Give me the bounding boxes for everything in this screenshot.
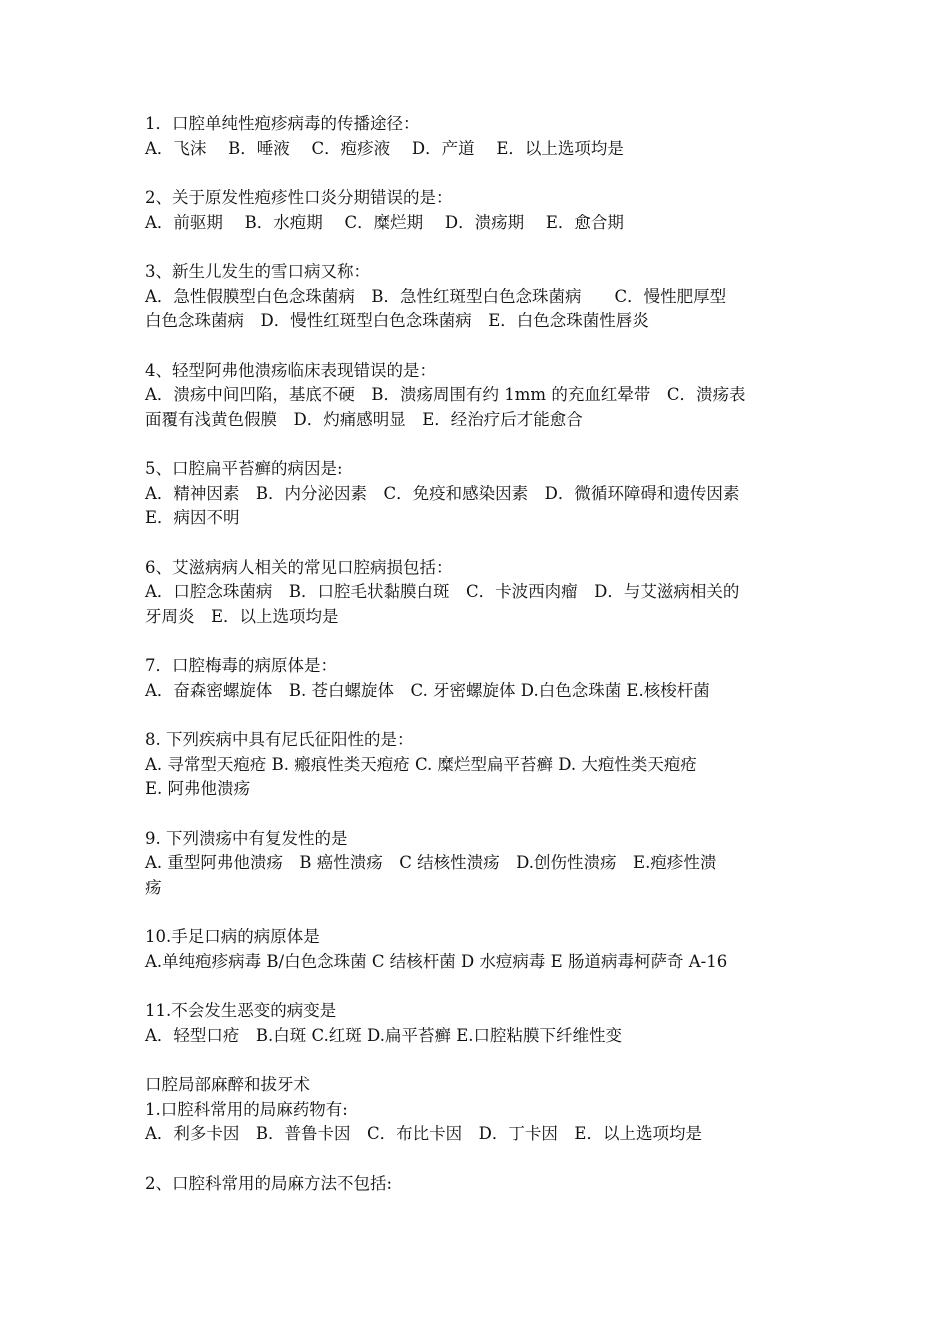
question-8 — [145, 728, 815, 802]
question-options: A．精神因素 B．内分泌因素 C．免疫和感染因素 D．微循环障碍和遗传因素 — [145, 483, 740, 503]
section-question-2 — [145, 1172, 815, 1197]
question-options: A．前驱期 B．水疱期 C．糜烂期 D．溃疡期 E．愈合期 — [145, 212, 624, 232]
question-title: 9. 下列溃疡中有复发性的是 — [145, 828, 348, 848]
question-options: A. 重型阿弗他溃疡 B 癌性溃疡 C 结核性溃疡 D.创伤性溃疡 E.疱疹性溃 — [145, 853, 717, 872]
question-options: 白色念珠菌病 D．慢性红斑型白色念珠菌病 E．白色念珠菌性唇炎 — [145, 311, 649, 330]
question-options: A．溃疡中间凹陷，基底不硬 B．溃疡周围有约 1mm 的充血红晕带 C．溃疡表 — [145, 385, 746, 404]
question-6 — [145, 556, 815, 630]
question-title: 1.口腔科常用的局麻药物有: — [145, 1099, 348, 1119]
question-options: A. 寻常型天疱疮 B. 瘢痕性类天疱疮 C. 糜烂型扁平苔癣 D. 大疱性类天疱疮 — [145, 754, 697, 774]
question-title: 4、轻型阿弗他溃疡临床表现错误的是： — [145, 360, 436, 380]
question-options: E．病因不明 — [145, 508, 240, 527]
question-options: A．利多卡因 B．普鲁卡因 C．布比卡因 D．丁卡因 E．以上选项均是 — [145, 1124, 702, 1143]
question-options: 牙周炎 E．以上选项均是 — [145, 606, 339, 626]
question-options: 疡 — [145, 877, 162, 897]
question-11 — [145, 999, 815, 1048]
section-heading: 口腔局部麻醉和拔牙术 — [145, 1075, 310, 1094]
question-title: 2、口腔科常用的局麻方法不包括: — [145, 1173, 393, 1193]
question-options: A．口腔念珠菌病 B．口腔毛状黏膜白斑 C．卡波西肉瘤 D．与艾滋病相关的 — [145, 582, 740, 601]
question-title: 5、口腔扁平苔癣的病因是: — [145, 459, 343, 478]
question-options: A．奋森密螺旋体 B. 苍白螺旋体 C. 牙密螺旋体 D.白色念珠菌 E.核梭杆菌 — [145, 680, 710, 700]
question-options: A.单纯疱疹病毒 B/白色念珠菌 C 结核杆菌 D 水痘病毒 E 肠道病毒柯萨奇 A-16 — [145, 951, 728, 971]
question-options: 面覆有浅黄色假膜 D．灼痛感明显 E．经治疗后才能愈合 — [145, 409, 583, 429]
question-9 — [145, 827, 815, 901]
section-anesthesia-extraction — [145, 1073, 815, 1147]
question-title: 11.不会发生恶变的病变是 — [145, 1001, 337, 1020]
question-3 — [145, 260, 815, 334]
question-title: 3、新生儿发生的雪口病又称： — [145, 262, 370, 281]
question-title: 7．口腔梅毒的病原体是： — [145, 656, 337, 675]
question-7 — [145, 654, 815, 703]
question-1 — [145, 112, 815, 161]
question-title: 10.手足口病的病原体是 — [145, 927, 320, 946]
question-title: 6、艾滋病病人相关的常见口腔病损包括： — [145, 557, 453, 577]
question-title: 1．口腔单纯性疱疹病毒的传播途径： — [145, 114, 420, 133]
question-options: A．轻型口疮 B.白斑 C.红斑 D.扁平苔癣 E.口腔粘膜下纤维性变 — [145, 1025, 622, 1045]
question-options: A．飞沫 B．唾液 C．疱疹液 D．产道 E．以上选项均是 — [145, 138, 624, 158]
question-10 — [145, 925, 815, 974]
question-options: E. 阿弗他溃疡 — [145, 779, 251, 798]
question-2 — [145, 186, 815, 235]
question-4 — [145, 359, 815, 433]
document-content — [145, 112, 815, 1196]
question-title: 2、关于原发性疱疹性口炎分期错误的是： — [145, 188, 453, 207]
question-options: A．急性假膜型白色念珠菌病 B．急性红斑型白色念珠菌病 C．慢性肥厚型 — [145, 286, 727, 306]
question-title: 8. 下列疾病中具有尼氏征阳性的是： — [145, 730, 414, 749]
question-5 — [145, 457, 815, 531]
